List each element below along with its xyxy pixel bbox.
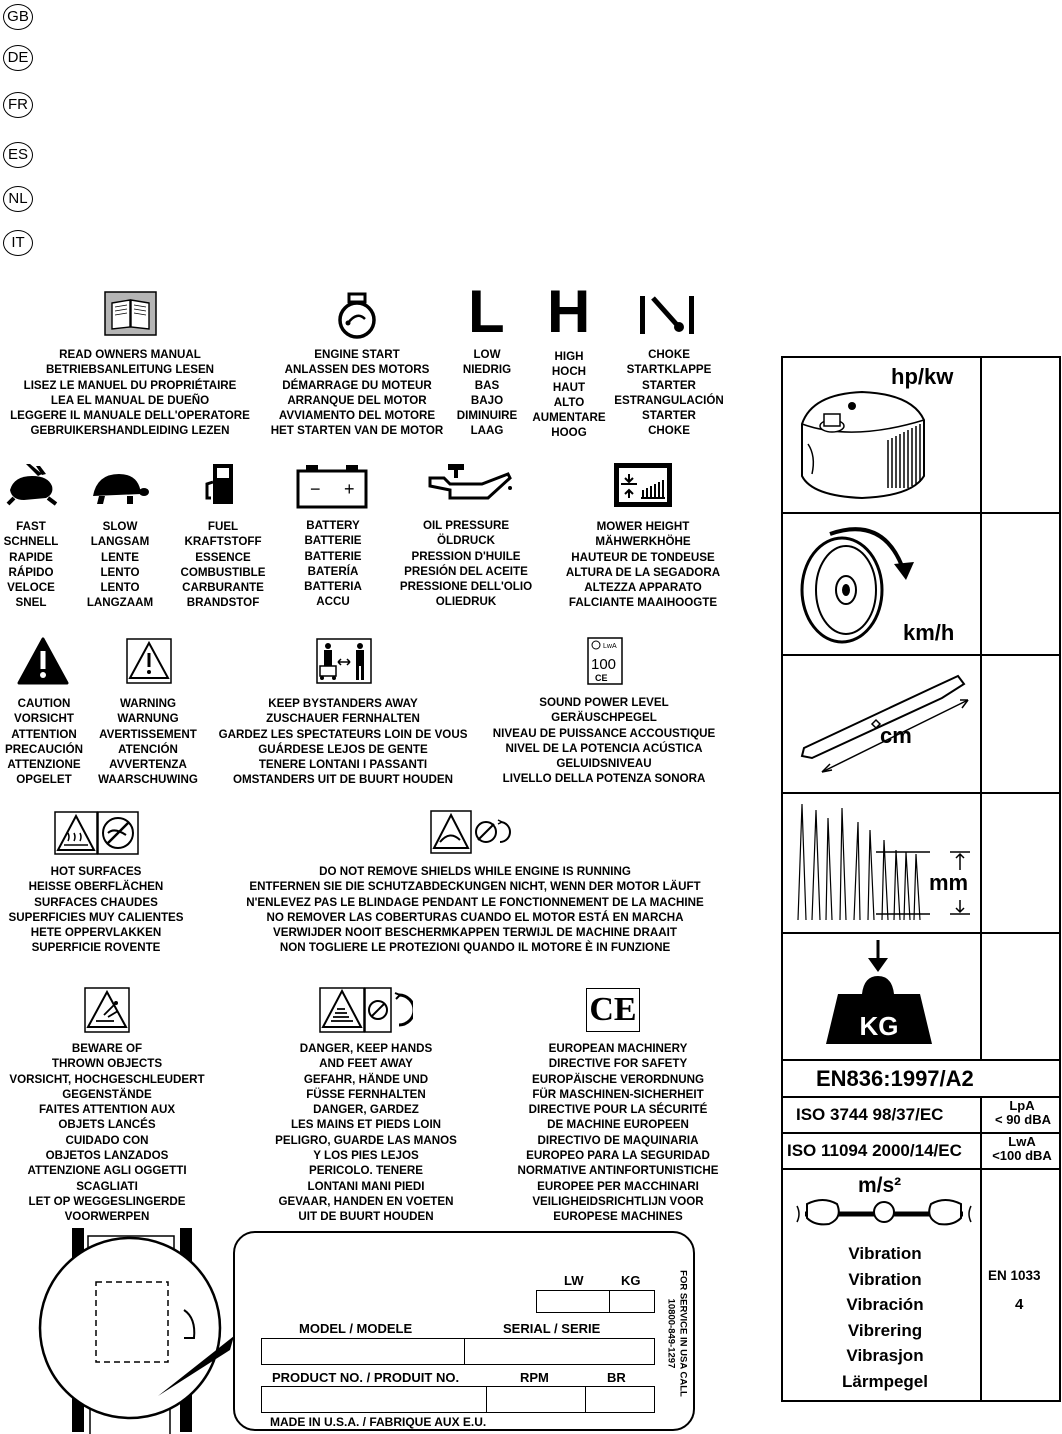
book-icon <box>104 291 157 336</box>
plate-model-field <box>261 1338 465 1365</box>
battery-label: BATTERY BATTERIE BATTERIE BATERÍA BATTERIA ACCU <box>304 519 362 609</box>
en1033-label: EN 1033 <box>988 1268 1041 1283</box>
thrown-objects-label: BEWARE OF THROWN OBJECTS VORSICHT, HOCHGESCHLEUDERT GEGENSTÄNDE FAITES ATTENTION AUX OBJETS LANCÉS CUIDADO CON OBJETOS LANZADOS ATTENZIONE AGLI OGGETTI SCAGLIATI LET OP WEGGESLINGERDE VOORWERPEN <box>9 1042 205 1224</box>
lang-badge-gb: GB <box>3 4 33 30</box>
fast-label: FAST SCHNELL RAPIDE RÁPIDO VELOCE SNEL <box>3 520 59 610</box>
bystanders-label: KEEP BYSTANDERS AWAY ZUSCHAUER FERNHALTEN GARDEZ LES SPECTATEURS LOIN DE VOUS GUÁRDESE LEJOS DE GENTE TENERE LONTANI I PASSANTI OMSTANDERS UIT DE BUURT HOUDEN <box>218 697 468 787</box>
choke-label: CHOKE STARTKLAPPE STARTER ESTRANGULACIÓN STARTER CHOKE <box>614 348 724 438</box>
plate-made-in: MADE IN U.S.A. / FABRIQUE AUX E.U. <box>270 1415 487 1429</box>
caution-triangle-icon <box>17 637 69 685</box>
lpa-cell <box>995 1099 1049 1127</box>
sound-lwa-text: LwA <box>603 643 617 650</box>
hot-surfaces-label: HOT SURFACES HEISSE OBERFLÄCHEN SURFACES CHAUDES SUPERFICIES MUY CALIENTES HETE OPPERVLAKKEN SUPERFICIE ROVENTE <box>8 865 184 955</box>
handlebar-vibration-icon <box>795 1196 973 1232</box>
sound-ce-text: CE <box>595 673 608 683</box>
spec-divider-bottom <box>980 1096 982 1402</box>
plate-product-label: PRODUCT NO. / PRODUIT NO. <box>272 1370 460 1385</box>
plate-product-field <box>261 1386 487 1413</box>
lang-badge-nl: NL <box>3 186 33 212</box>
engine-start-icon <box>334 291 380 341</box>
hp-kw-label: hp/kw <box>891 364 954 389</box>
eu-directive-label: EUROPEAN MACHINERY DIRECTIVE FOR SAFETY EUROPÄISCHE VERORDNUNG FÜR MASCHINEN-SICHERHEIT DIRECTIVE POUR LA SÉCURITÉ DE MACHINE EUROPEEN DIRECTIVO DE MAQUINARIA EUROPEO PARA LA SEGURIDAD NORMATIVE ANTINFORTUNISTICHE EUROPEE PER MACCHINARI VEILIGHEIDSRICHTLIJN VOOR EUROPESE MACHINES <box>517 1042 719 1224</box>
spec-row-line <box>781 1059 1061 1061</box>
turtle-icon <box>87 470 149 506</box>
caution-label: CAUTION VORSICHT ATTENTION PRECAUCIÓN ATTENZIONE OPGELET <box>5 697 83 787</box>
plate-service-phone: 10800-849-1297 <box>665 1298 677 1369</box>
thrown-objects-icon <box>84 987 130 1033</box>
high-label: HIGH HOCH HAUT ALTO AUMENTARE HOOG <box>532 350 606 440</box>
plate-rpm-label: RPM <box>520 1370 549 1385</box>
choke-icon <box>638 294 696 336</box>
sound-value-text: 100 <box>591 656 617 673</box>
plate-lw-field <box>536 1290 610 1313</box>
ce-mark-icon: CE <box>586 988 640 1032</box>
spec-row-line <box>781 654 1061 656</box>
lang-badge-fr: FR <box>3 92 33 118</box>
spec-row-line <box>781 512 1061 514</box>
lpa-value: < 90 dBA <box>995 1112 1051 1127</box>
lwa-value: <100 dBA <box>992 1148 1052 1163</box>
warning-label: WARNING WARNUNG AVERTISSEMENT ATENCIÓN AVVERTENZA WAARSCHUWING <box>98 697 198 787</box>
en1033-value: 4 <box>1015 1296 1024 1313</box>
plate-service-info <box>662 1270 702 1414</box>
engine-start-label: ENGINE START ANLASSEN DES MOTORS DÉMARRAGE DU MOTEUR ARRANQUE DEL MOTOR AVVIAMENTO DEL MOTORE HET STARTEN VAN DE MOTOR <box>270 348 444 438</box>
grass-height-icon <box>790 800 980 928</box>
plate-serial-label: SERIAL / SERIE <box>503 1321 601 1336</box>
bystanders-icon <box>316 638 372 684</box>
battery-plus-text: + <box>344 479 355 499</box>
low-label: LOW NIEDRIG BAS BAJO DIMINUIRE LAAG <box>456 348 518 438</box>
mm-label: mm <box>929 870 969 895</box>
ms2-label: m/s² <box>858 1174 902 1197</box>
cm-label: cm <box>880 723 912 748</box>
shields-icon <box>430 810 514 854</box>
lpa-label: LpA <box>1009 1098 1035 1113</box>
plate-br-field <box>585 1386 655 1413</box>
sound-power-label: SOUND POWER LEVEL GERÄUSCHPEGEL NIVEAU DE PUISSANCE ACCOUSTIQUE NIVEL DE LA POTENCIA ACÚSTICA GELUIDSNIVEAU LIVELLO DELLA POTENZA SONORA <box>492 696 716 786</box>
plate-service-text: FOR SERVICE IN USA CALL <box>677 1270 689 1397</box>
sound-power-icon <box>587 637 623 685</box>
plate-kg-label: KG <box>621 1273 641 1288</box>
battery-icon <box>296 465 368 509</box>
high-symbol-icon: H <box>547 278 591 345</box>
plate-rpm-field <box>486 1386 586 1413</box>
engine-icon <box>792 384 942 506</box>
wheel-icon <box>790 520 920 648</box>
rabbit-icon <box>4 462 60 506</box>
spec-divider-top <box>980 356 982 1060</box>
plate-br-label: BR <box>607 1370 626 1385</box>
weight-icon <box>824 938 936 1052</box>
read-manual-label: READ OWNERS MANUAL BETRIEBSANLEITUNG LESEN LISEZ LE MANUEL DU PROPRIÉTAIRE LEA EL MANUAL DE DUEÑO LEGGERE IL MANUALE DELL'OPERATORE GEBRUIKERSHANDLEIDING LEZEN <box>10 348 250 438</box>
low-symbol-icon: L <box>468 278 505 345</box>
shields-label: DO NOT REMOVE SHIELDS WHILE ENGINE IS RUNNING ENTFERNEN SIE DIE SCHUTZABDECKUNGEN NICHT, WENN DER MOTOR LÄUFT N'ENLEVEZ PAS LE BLINDAGE PENDANT LE FONCTIONNEMENT DE LA MACHINE NO REMOVER LAS COBERTURAS CUANDO EL MOTOR ESTÁ EN MARCHA VERWIJDER NOOIT BESCHERMKAPPEN TERWIJL DE MACHINE DRAAIT NON TOGLIERE LE PROTEZIONI QUANDO IL MOTORE È IN FUNZIONE <box>246 865 704 955</box>
slow-label: SLOW LANGSAM LENTE LENTO LENTO LANGZAAM <box>86 520 154 610</box>
lwa-cell <box>985 1135 1059 1163</box>
battery-minus-text: − <box>310 479 321 499</box>
iso-3744-label: ISO 3744 98/37/EC <box>796 1105 944 1124</box>
mower-height-label: MOWER HEIGHT MÄHWERKHÖHE HAUTEUR DE TONDEUSE ALTURA DE LA SEGADORA ALTEZZA APPARATO FALCIANTE MAAIHOOGTE <box>565 520 721 610</box>
mower-top-view-icon <box>34 1228 234 1434</box>
oil-pressure-label: OIL PRESSURE ÖLDRUCK PRESSION D'HUILE PRESIÓN DEL ACEITE PRESSIONE DELL'OLIO OLIEDRUK <box>399 519 533 609</box>
oil-can-icon <box>428 462 514 508</box>
plate-serial-field <box>464 1338 655 1365</box>
spec-row-line <box>781 792 1061 794</box>
spec-row-line <box>781 1168 1061 1170</box>
iso-11094-label: ISO 11094 2000/14/EC <box>787 1141 962 1160</box>
danger-hands-label: DANGER, KEEP HANDS AND FEET AWAY GEFAHR, HÄNDE UND FÜSSE FERNHALTEN DANGER, GARDEZ LES MAINS ET PIEDS LOIN PELIGRO, GUARDE LAS MANOS Y LOS PIES LEJOS PERICOLO. TENERE LONTANI MANI PIEDI GEVAAR, HANDEN EN VOETEN UIT DE BUURT HOUDEN <box>275 1042 457 1224</box>
lang-badge-es: ES <box>3 142 33 168</box>
lang-badge-it: IT <box>3 230 33 256</box>
fuel-pump-icon <box>203 462 241 506</box>
spec-row-line <box>781 932 1061 934</box>
mower-height-icon <box>613 462 673 508</box>
kg-weight-text: KG <box>859 1011 899 1041</box>
lang-badge-de: DE <box>3 45 33 71</box>
warning-sign-icon <box>126 638 172 684</box>
km-h-label: km/h <box>903 620 955 645</box>
hot-surfaces-icon <box>54 811 140 855</box>
plate-kg-field <box>609 1290 655 1313</box>
plate-lw-label: LW <box>564 1273 584 1288</box>
fuel-label: FUEL KRAFTSTOFF ESSENCE COMBUSTIBLE CARBURANTE BRANDSTOF <box>180 520 266 610</box>
lwa-label: LwA <box>1008 1134 1036 1149</box>
danger-hands-feet-icon <box>319 987 413 1033</box>
standard-label: EN836:1997/A2 <box>816 1066 974 1091</box>
vibration-list: Vibration Vibration Vibración Vibrering Vibrasjon Lärmpegel <box>842 1244 928 1391</box>
plate-model-label: MODEL / MODELE <box>299 1321 413 1336</box>
